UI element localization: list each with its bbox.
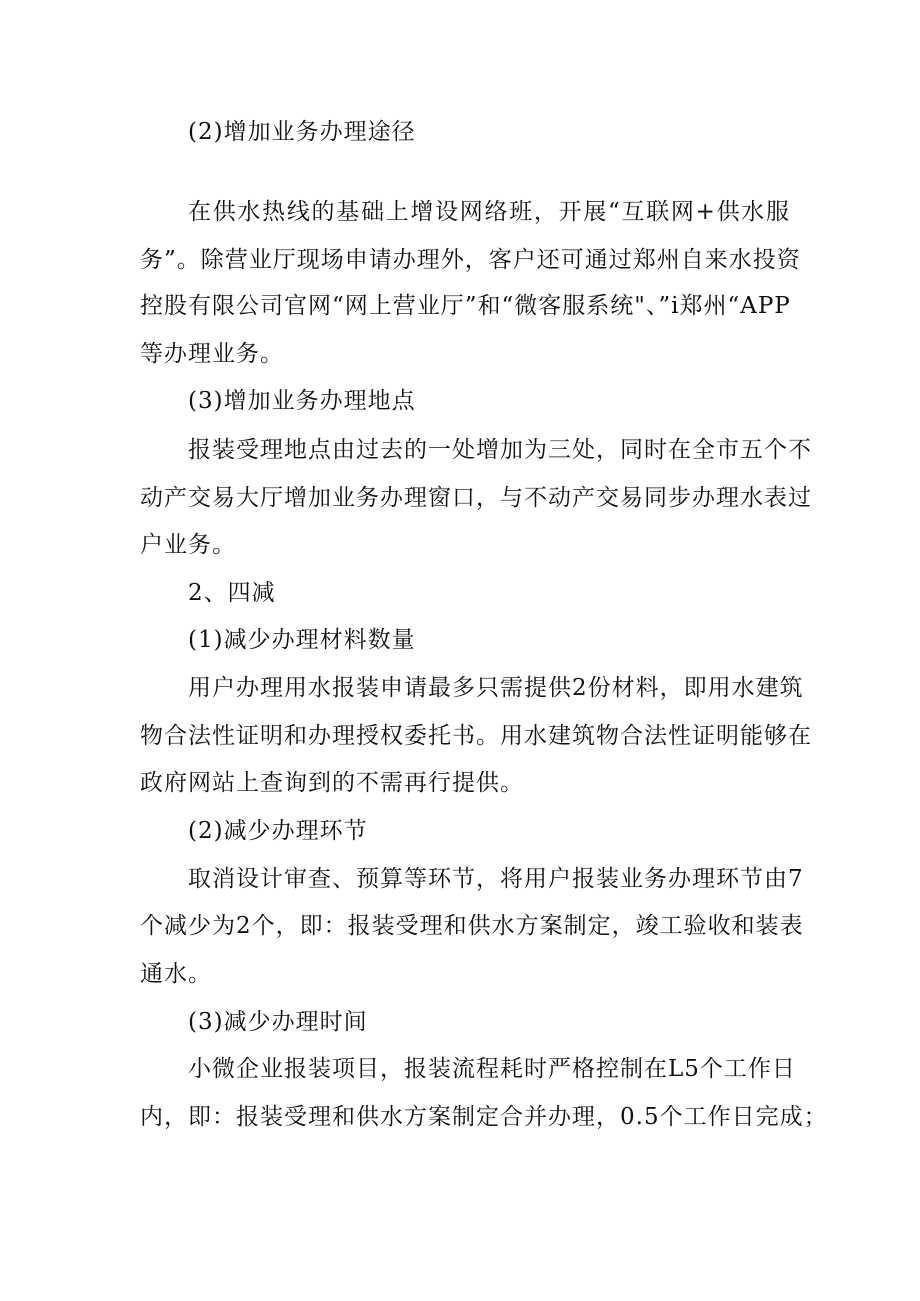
paragraph-line: 等办理业务。: [140, 341, 284, 367]
paragraph-line: 务”。除营业厅现场申请办理外，客户还可通过郑州自来水投资: [140, 247, 801, 273]
paragraph-line: 户业务。: [140, 532, 236, 558]
paragraph-line: 用户办理用水报装申请最多只需提供2份材料，即用水建筑: [188, 675, 804, 701]
paragraph-line: 取消设计审查、预算等环节，将用户报装业务办理环节由7: [188, 866, 804, 892]
section-heading-four-reductions: 2、四减: [188, 580, 276, 606]
paragraph-line: 内，即：报装受理和供水方案制定合并办理，0.5个工作日完成；: [140, 1104, 828, 1130]
paragraph-line: 动产交易大厅增加业务办理窗口，与不动产交易同步办理水表过: [140, 485, 812, 511]
paragraph-line: 报装受理地点由过去的一处增加为三处，同时在全市五个不: [188, 437, 812, 463]
heading-add-locations: (3)增加业务办理地点: [188, 388, 416, 414]
paragraph-line: 通水。: [140, 961, 212, 987]
paragraph-line: 个减少为2个，即：报装受理和供水方案制定，竣工验收和装表: [140, 913, 804, 939]
heading-reduce-materials: (1)减少办理材料数量: [188, 627, 416, 653]
heading-reduce-time: (3)减少办理时间: [188, 1009, 368, 1035]
paragraph-line: 政府网站上查询到的不需再行提供。: [140, 770, 524, 796]
paragraph-line: 在供水热线的基础上增设网络班，开展“互联网+供水服: [188, 199, 790, 225]
heading-reduce-steps: (2)减少办理环节: [188, 818, 368, 844]
paragraph-line: 物合法性证明和办理授权委托书。用水建筑物合法性证明能够在: [140, 723, 812, 749]
heading-add-channels: (2)增加业务办理途径: [188, 119, 416, 145]
paragraph-line: 控股有限公司官网“网上营业厅”和“微客服系统"、”i郑州“APP: [140, 293, 791, 319]
paragraph-line: 小微企业报装项目，报装流程耗时严格控制在L5个工作日: [188, 1056, 796, 1082]
